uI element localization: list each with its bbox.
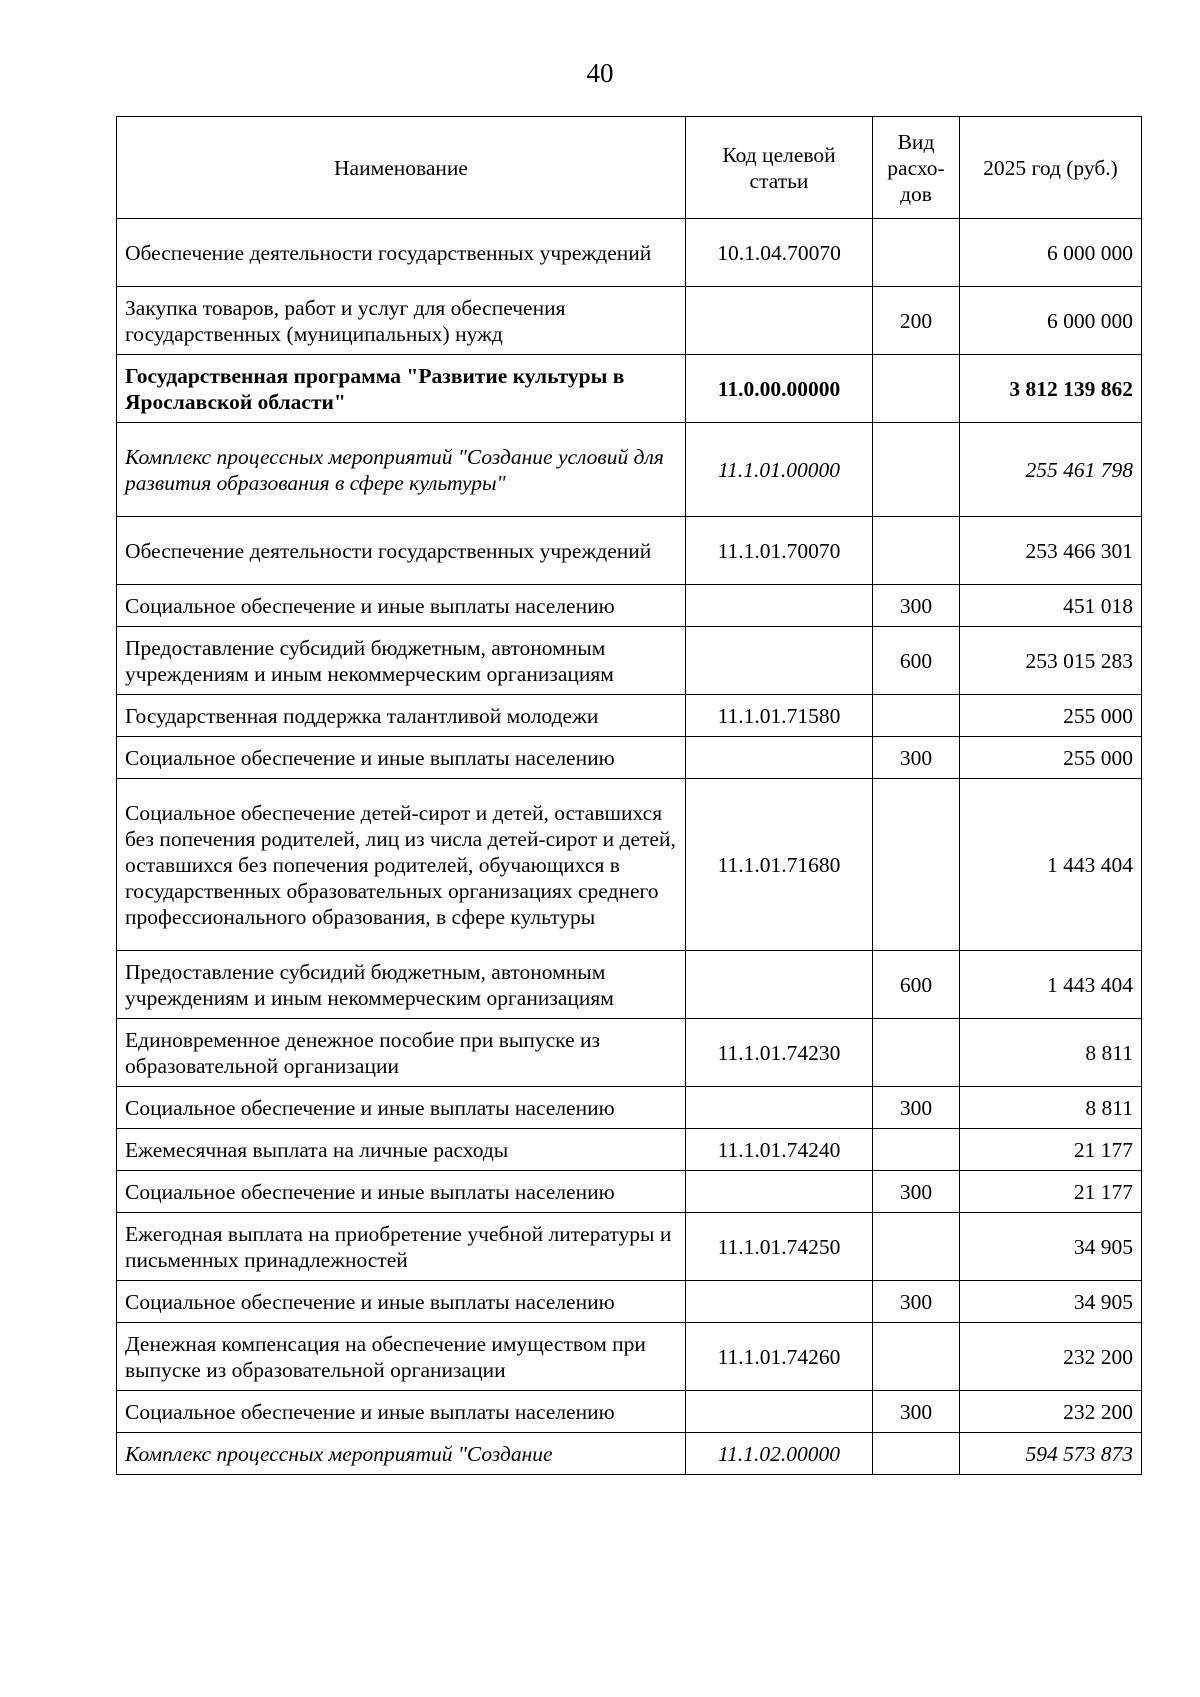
cell-kind: 300 xyxy=(873,737,960,779)
cell-code: 11.1.01.00000 xyxy=(686,423,873,517)
cell-amount: 255 461 798 xyxy=(960,423,1142,517)
cell-name: Государственная программа "Развитие культуры в Ярославской области" xyxy=(117,355,686,423)
header-kind: Вид расхо-дов xyxy=(873,117,960,219)
cell-amount: 21 177 xyxy=(960,1129,1142,1171)
cell-amount: 451 018 xyxy=(960,585,1142,627)
cell-name: Социальное обеспечение и иные выплаты населению xyxy=(117,737,686,779)
cell-name: Социальное обеспечение и иные выплаты населению xyxy=(117,585,686,627)
cell-amount: 34 905 xyxy=(960,1213,1142,1281)
cell-name: Ежемесячная выплата на личные расходы xyxy=(117,1129,686,1171)
table-row xyxy=(117,1019,1142,1087)
cell-kind: 300 xyxy=(873,1171,960,1213)
table-row xyxy=(117,287,1142,355)
header-code: Код целевой статьи xyxy=(686,117,873,219)
cell-code xyxy=(686,627,873,695)
cell-kind xyxy=(873,517,960,585)
cell-name: Социальное обеспечение и иные выплаты населению xyxy=(117,1087,686,1129)
cell-name: Обеспечение деятельности государственных учреждений xyxy=(117,517,686,585)
table-row xyxy=(117,1129,1142,1171)
cell-kind xyxy=(873,1433,960,1475)
cell-name: Государственная поддержка талантливой молодежи xyxy=(117,695,686,737)
cell-kind xyxy=(873,779,960,951)
table-row xyxy=(117,1391,1142,1433)
table-row xyxy=(117,1323,1142,1391)
budget-table xyxy=(116,116,1142,1475)
cell-kind: 600 xyxy=(873,951,960,1019)
cell-amount: 253 466 301 xyxy=(960,517,1142,585)
cell-name: Социальное обеспечение и иные выплаты населению xyxy=(117,1281,686,1323)
cell-kind: 300 xyxy=(873,585,960,627)
table-row xyxy=(117,1213,1142,1281)
cell-amount: 255 000 xyxy=(960,737,1142,779)
cell-code xyxy=(686,585,873,627)
cell-name: Социальное обеспечение и иные выплаты населению xyxy=(117,1171,686,1213)
table-header-row xyxy=(117,117,1142,219)
cell-kind: 200 xyxy=(873,287,960,355)
table-row xyxy=(117,695,1142,737)
cell-kind xyxy=(873,1129,960,1171)
cell-code: 11.1.01.74230 xyxy=(686,1019,873,1087)
cell-name: Социальное обеспечение детей-сирот и детей, оставшихся без попечения родителей, лиц из числа детей-сирот и детей, оставшихся без попечения родителей, обучающихся в государственных образовательных организациях среднего профессионального образования, в сфере культуры xyxy=(117,779,686,951)
table-row xyxy=(117,423,1142,517)
cell-kind xyxy=(873,1213,960,1281)
cell-kind: 300 xyxy=(873,1391,960,1433)
cell-amount: 253 015 283 xyxy=(960,627,1142,695)
cell-code: 11.1.01.71680 xyxy=(686,779,873,951)
cell-code: 10.1.04.70070 xyxy=(686,219,873,287)
cell-code xyxy=(686,1087,873,1129)
cell-amount: 8 811 xyxy=(960,1019,1142,1087)
cell-code: 11.1.02.00000 xyxy=(686,1433,873,1475)
cell-name: Единовременное денежное пособие при выпуске из образовательной организации xyxy=(117,1019,686,1087)
cell-name: Закупка товаров, работ и услуг для обеспечения государственных (муниципальных) нужд xyxy=(117,287,686,355)
cell-code: 11.1.01.74240 xyxy=(686,1129,873,1171)
cell-amount: 232 200 xyxy=(960,1323,1142,1391)
cell-name: Предоставление субсидий бюджетным, автономным учреждениям и иным некоммерческим организациям xyxy=(117,951,686,1019)
cell-name: Комплекс процессных мероприятий "Создание условий для развития образования в сфере культуры" xyxy=(117,423,686,517)
cell-kind: 600 xyxy=(873,627,960,695)
cell-code: 11.1.01.71580 xyxy=(686,695,873,737)
cell-kind: 300 xyxy=(873,1281,960,1323)
cell-amount: 594 573 873 xyxy=(960,1433,1142,1475)
cell-code: 11.1.01.74250 xyxy=(686,1213,873,1281)
cell-code: 11.1.01.74260 xyxy=(686,1323,873,1391)
header-amount: 2025 год (руб.) xyxy=(960,117,1142,219)
cell-name: Предоставление субсидий бюджетным, автономным учреждениям и иным некоммерческим организациям xyxy=(117,627,686,695)
cell-amount: 3 812 139 862 xyxy=(960,355,1142,423)
cell-amount: 232 200 xyxy=(960,1391,1142,1433)
table-row xyxy=(117,1171,1142,1213)
table-body xyxy=(117,219,1142,1475)
table-row xyxy=(117,737,1142,779)
cell-amount: 6 000 000 xyxy=(960,219,1142,287)
cell-code xyxy=(686,1281,873,1323)
cell-code xyxy=(686,287,873,355)
table-row xyxy=(117,1433,1142,1475)
cell-amount: 8 811 xyxy=(960,1087,1142,1129)
cell-amount: 34 905 xyxy=(960,1281,1142,1323)
cell-code xyxy=(686,737,873,779)
cell-code xyxy=(686,1391,873,1433)
cell-code xyxy=(686,1171,873,1213)
cell-amount: 21 177 xyxy=(960,1171,1142,1213)
table-row xyxy=(117,1281,1142,1323)
cell-amount: 6 000 000 xyxy=(960,287,1142,355)
cell-kind xyxy=(873,1019,960,1087)
table-row xyxy=(117,355,1142,423)
cell-name: Обеспечение деятельности государственных учреждений xyxy=(117,219,686,287)
cell-kind xyxy=(873,219,960,287)
cell-amount: 1 443 404 xyxy=(960,779,1142,951)
cell-code xyxy=(686,951,873,1019)
cell-code: 11.1.01.70070 xyxy=(686,517,873,585)
page-number: 40 xyxy=(586,58,614,88)
table-row xyxy=(117,517,1142,585)
header-name: Наименование xyxy=(117,117,686,219)
cell-kind xyxy=(873,695,960,737)
table-row xyxy=(117,951,1142,1019)
cell-kind xyxy=(873,355,960,423)
cell-name: Денежная компенсация на обеспечение имуществом при выпуске из образовательной организации xyxy=(117,1323,686,1391)
table-row xyxy=(117,585,1142,627)
cell-kind xyxy=(873,423,960,517)
cell-name: Социальное обеспечение и иные выплаты населению xyxy=(117,1391,686,1433)
table-row xyxy=(117,627,1142,695)
cell-name: Комплекс процессных мероприятий "Создание xyxy=(117,1433,686,1475)
table-row xyxy=(117,1087,1142,1129)
cell-kind xyxy=(873,1323,960,1391)
cell-amount: 1 443 404 xyxy=(960,951,1142,1019)
cell-name: Ежегодная выплата на приобретение учебной литературы и письменных принадлежностей xyxy=(117,1213,686,1281)
table-row xyxy=(117,779,1142,951)
cell-amount: 255 000 xyxy=(960,695,1142,737)
cell-kind: 300 xyxy=(873,1087,960,1129)
table-row xyxy=(117,219,1142,287)
cell-code: 11.0.00.00000 xyxy=(686,355,873,423)
